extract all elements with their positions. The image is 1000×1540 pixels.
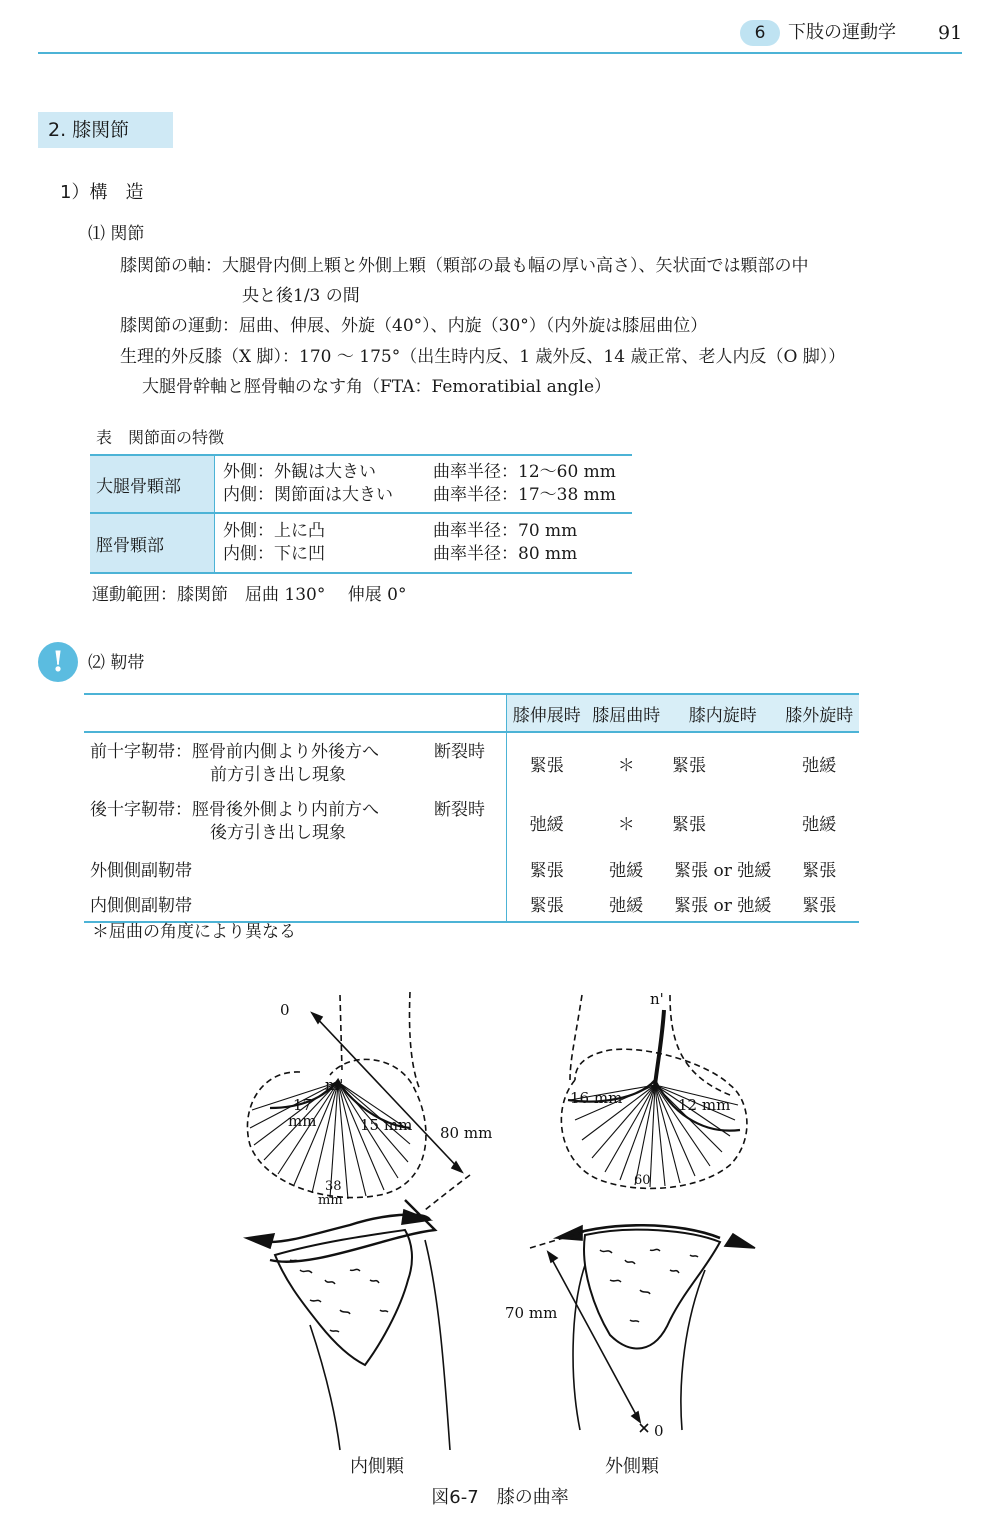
ligament-note: 断裂時 — [434, 741, 485, 762]
arrow-head — [632, 1412, 640, 1422]
lateral-notch — [655, 1010, 664, 1085]
knee-curvature-figure — [230, 980, 790, 1460]
table1-radius: 曲率半径：17〜38 mm — [433, 485, 616, 505]
table-row — [84, 794, 859, 850]
medial-tibia-surface — [270, 1200, 435, 1262]
table1-radius: 曲率半径：80 mm — [433, 544, 578, 564]
fig-label-80: 80 mm — [440, 1124, 493, 1142]
fig-label-17-unit: mm — [288, 1112, 317, 1130]
table-row — [84, 732, 859, 794]
column-header: 膝屈曲時 — [587, 694, 666, 732]
table1-text: 内側：関節面は大きい — [223, 485, 393, 505]
table-row — [90, 513, 632, 573]
table1-caption: 表 関節面の特徴 — [96, 428, 225, 447]
table1-category: 大腿骨顆部 — [90, 455, 215, 513]
ligament-value: 緊張 — [671, 814, 706, 835]
fig-label-17: 17 — [293, 1096, 313, 1114]
ligament-name: 前十字靭帯：脛骨前内側より外後方へ — [90, 741, 379, 762]
ligament-name: 外側側副靭帯 — [84, 850, 507, 886]
table1-text: 外側：上に凸 — [223, 521, 325, 541]
ligament-footnote: ＊屈曲の角度により異なる — [92, 922, 296, 942]
table1-text: 内側：下に凹 — [223, 544, 325, 564]
fig-label-15: 15 mm — [360, 1116, 413, 1134]
ligament-value: 緊張 or 弛緩 — [674, 860, 772, 881]
section-title: 2. 膝関節 — [38, 112, 173, 148]
lateral-radius-arrow — [548, 1252, 640, 1422]
table-row — [84, 850, 859, 886]
table1-radius: 曲率半径：12〜60 mm — [433, 462, 616, 482]
exclamation-icon: ! — [38, 642, 78, 682]
table1-cell — [215, 513, 633, 573]
medial-femur-outline — [409, 992, 420, 1090]
joint-fta: 大腿骨幹軸と脛骨軸のなす角（FTA：Femoratibial angle） — [142, 377, 612, 397]
ligament-value: ＊ — [617, 756, 635, 776]
fig-label-o2: 0 — [654, 1422, 664, 1440]
table1-category: 脛骨顆部 — [90, 513, 215, 573]
table-row — [84, 886, 859, 922]
subsection-title: 1）構 造 — [60, 182, 144, 203]
ligament-value: 緊張 — [780, 886, 859, 922]
column-header: 膝内旋時 — [666, 694, 780, 732]
lateral-femur-outline — [670, 995, 730, 1095]
medial-tibia-shaft — [425, 1240, 450, 1450]
header-rule — [38, 52, 962, 54]
ligament-value: ＊ — [617, 814, 635, 835]
lateral-tibia-shaft — [573, 1265, 585, 1430]
medial-tibia-plateau — [275, 1230, 412, 1365]
ligament-name: 後十字靭帯：脛骨後外側より内前方へ — [90, 800, 379, 820]
table-row — [90, 455, 632, 513]
lateral-tibia-plateau — [584, 1230, 720, 1349]
ligament-value: 弛緩 — [587, 886, 666, 922]
fig-label-m: m' — [325, 1076, 344, 1094]
arrow-head — [548, 1252, 557, 1262]
page-number: 91 — [938, 22, 963, 44]
table-header-row — [84, 694, 859, 732]
joint-axis-line2: 央と後1/3 の間 — [242, 286, 360, 306]
lateral-femur-outline — [570, 995, 582, 1080]
joint-movement: 膝関節の運動：屈曲、伸展、外旋（40°）、内旋（30°）（内外旋は膝屈曲位） — [120, 316, 708, 336]
ligament-note: 断裂時 — [434, 800, 485, 820]
lateral-condyle-outline — [561, 1049, 747, 1188]
ligament-name-cell — [84, 732, 507, 794]
figure-caption: 図6-7 膝の曲率 — [431, 1487, 569, 1508]
ligament-value: 緊張 or 弛緩 — [666, 886, 780, 922]
fig-label-60: 60 — [634, 1173, 651, 1188]
label-lateral-condyle: 外側顆 — [605, 1456, 659, 1477]
fig-label-38: 38 — [325, 1179, 342, 1194]
ligament-value: 緊張 — [802, 860, 837, 881]
chapter-title: 下肢の運動学 — [788, 22, 896, 43]
arrow-head — [246, 1234, 274, 1248]
ligament-value: 緊張 — [529, 860, 564, 881]
ligament-value: 弛緩 — [609, 860, 644, 881]
center-mark — [640, 1424, 648, 1432]
ligament-value: 緊張 — [507, 886, 587, 922]
table-header-blank — [84, 694, 507, 732]
table1-radius: 曲率半径：70 mm — [433, 521, 578, 541]
ligament-sub: 後方引き出し現象 — [210, 823, 346, 843]
table1-cell — [215, 455, 633, 513]
label-medial-condyle: 内側顆 — [350, 1456, 404, 1477]
ligament-heading: ⑵ 靭帯 — [88, 653, 145, 673]
range-of-motion: 運動範囲：膝関節 屈曲 130° 伸展 0° — [92, 585, 407, 605]
ligament-table — [84, 693, 859, 923]
joint-axis-line1: 膝関節の軸：大腿骨内側上顆と外側上顆（顆部の最も幅の厚い高さ）、矢状面では顆部の中 — [120, 256, 809, 276]
column-header: 膝伸展時 — [507, 694, 587, 732]
fig-label-12: 12 mm — [678, 1096, 731, 1114]
fig-label-70: 70 mm — [505, 1304, 558, 1322]
fig-label-n: n' — [650, 990, 664, 1008]
ligament-sub: 前方引き出し現象 — [210, 764, 346, 785]
ligament-value: 弛緩 — [802, 814, 837, 835]
ligament-value: 弛緩 — [802, 756, 837, 776]
fig-label-16: 16 mm — [570, 1089, 623, 1107]
chapter-number-badge: 6 — [740, 20, 780, 46]
ligament-value: 緊張 — [671, 756, 706, 776]
bone-texture — [600, 1249, 698, 1322]
column-header: 膝外旋時 — [780, 694, 859, 732]
ligament-name-cell — [84, 794, 507, 850]
arrow-head — [725, 1234, 755, 1248]
ligament-name: 内側側副靭帯 — [84, 886, 507, 922]
medial-tibia-arc — [425, 1175, 470, 1210]
bone-texture — [290, 1260, 388, 1332]
medial-femur-outline — [340, 995, 342, 1070]
ligament-value: 緊張 — [529, 756, 564, 776]
articular-surface-table — [90, 454, 632, 574]
ligament-value: 弛緩 — [529, 814, 564, 835]
joint-valgus: 生理的外反膝（X 脚）：170 〜 175°（出生時内反、1 歳外反、14 歳正常、老人内反（O 脚）） — [120, 347, 846, 367]
fig-label-o: 0 — [280, 1001, 290, 1019]
joint-heading: ⑴ 関節 — [88, 224, 145, 244]
table1-text: 外側：外観は大きい — [223, 462, 376, 482]
fig-label-38-unit: mm — [318, 1193, 343, 1208]
